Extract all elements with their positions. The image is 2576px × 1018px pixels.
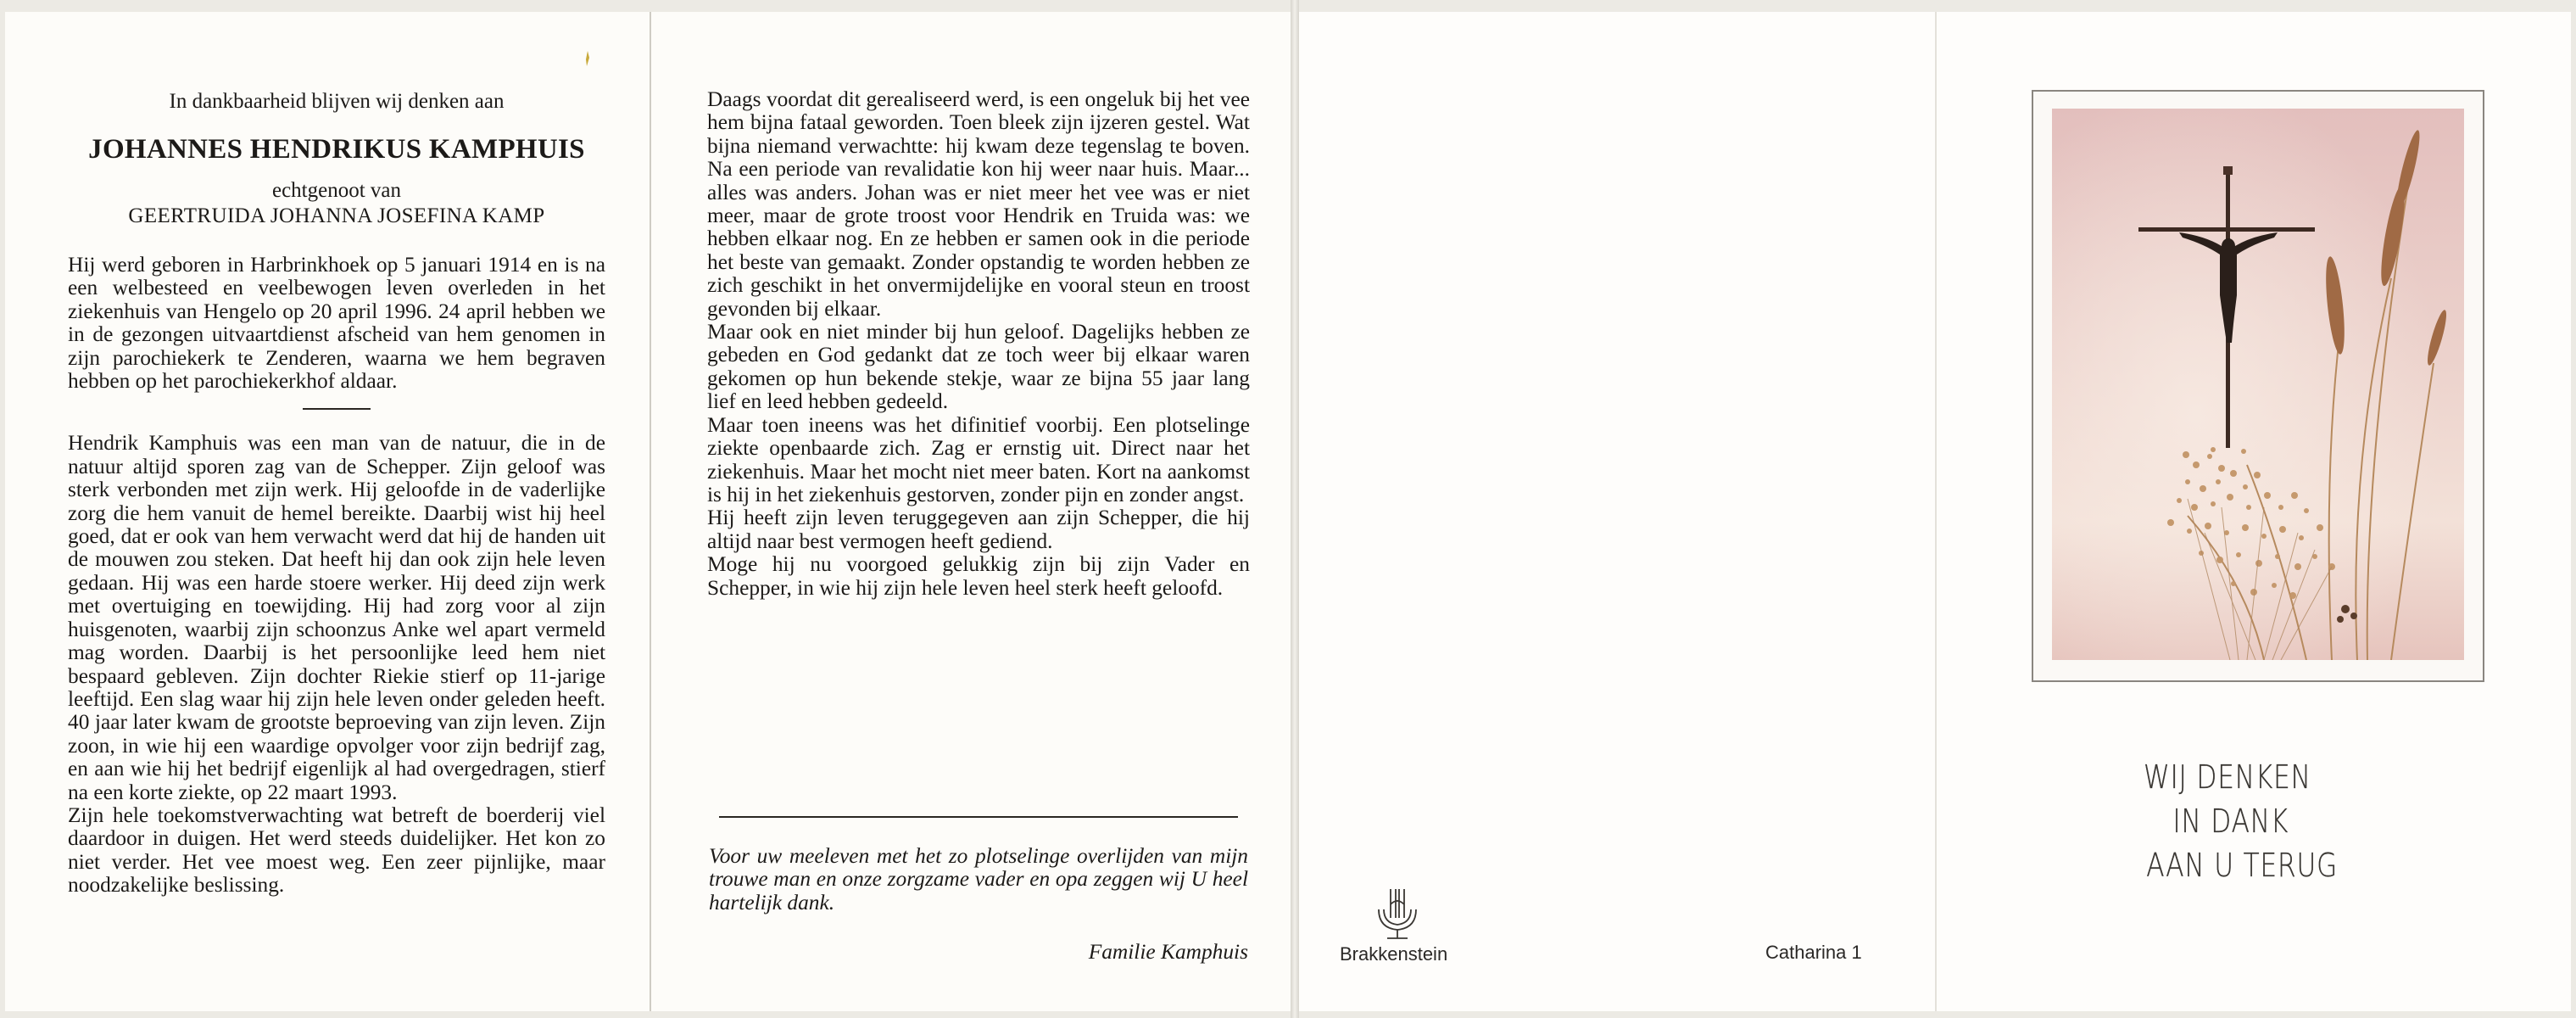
spouse-label: echtgenoot van — [271, 179, 402, 202]
publisher-name: Brakkenstein — [1340, 943, 1448, 965]
cover-motto — [2144, 755, 2352, 887]
outer-fold-line — [1935, 12, 1937, 1011]
paragraph-blessing: Moge hij nu voorgoed gelukkig zijn bij zijn Vader en Schepper, in wie hij zijn hele leven heel sterk heeft geloofd. — [707, 552, 1250, 600]
paragraph-life-continued: Zijn hele toekomstverwachting wat betreft de boerderij viel daardoor in duigen. Het werd steeds duidelijker. Het kon zo niet verder. Het vee moest weg. Een zeer pijnlijke, maar noodzakelijke beslissing. — [68, 803, 605, 898]
spouse-name: GEERTRUIDA JOHANNA JOSEFINA KAMP — [128, 204, 545, 227]
paragraph-faith: Maar ook en niet minder bij hun geloof. Dagelijks hebben ze gebeden en God gedankt dat ze toch weer bij elkaar waren gekomen op hun bekende stekje, waar ze bijna 55 jaar lang lief en leed hebben gedeeld. — [707, 320, 1250, 414]
paragraph-illness: Maar toen ineens was het difinitief voorbij. Een plotselinge ziekte openbaarde zich. Zag er ernstig uit. Direct naar het ziekenhuis. Maar het mocht niet meer baten. Kort na aankomst is hij in het ziekenhuis gestorven, zonder pijn en zonder angst. — [707, 412, 1250, 506]
thanks-message: Voor uw meeleven met het zo plotselinge overlijden van mijn trouwe man en onze zorgzame vader en opa zeggen wij U heel hartelijk dank. — [709, 844, 1248, 915]
paragraph-birth: Hij werd geboren in Harbrinkhoek op 5 januari 1914 en is na een welbesteed en veelbewogen leven overleden in het ziekenhuis van Hengelo op 20 april 1996. 24 april hebben we in de gezongen uitvaartdienst afscheid van hem genomen in zijn parochiekerk te Zenderen, waarna we hem begraven hebben op het parochiekerkhof aldaar. — [68, 253, 605, 394]
family-signature: Familie Kamphuis — [1088, 940, 1248, 964]
page-one — [68, 85, 605, 898]
cover-line-3: AAN U TERUG — [2146, 847, 2339, 884]
paragraph-accident: Daags voordat dit gerealiseerd werd, is een ongeluk bij het vee hem bijna fataal geworden. Toen bleek zijn ijzeren gestel. Wat bijna niemand verwachtte: hij kwam deze tegenslag te boven. Na een periode van revalidatie kon hij weer naar huis. Maar... alles was anders. Johan was er niet meer het vee was er niet meer, maar de grote troost voor Hendrik en Truida was: we hebben elkaar nog. En ze hebben er samen ook in die periode het beste van gemaakt. Zonder opstandig te worden hebben ze zich geschikt in het onvermijdelijke en vooral steun en troost gevonden bij elkaar. — [707, 87, 1250, 321]
deceased-name: JOHANNES HENDRIKUS KAMPHUIS — [88, 134, 585, 165]
intro-line: In dankbaarheid blijven wij denken aan — [169, 90, 505, 113]
ink-speck — [582, 49, 594, 68]
cover-line-2: IN DANK — [2172, 803, 2289, 840]
publisher-logo-icon — [1374, 886, 1421, 942]
paragraph-life: Hendrik Kamphuis was een man van de natuur, die in de natuur altijd sporen zag van de Schepper. Zijn geloof was sterk verbonden met zijn werk. Hij geloofde in de vaderlijke zorg die hem vanuit de hemel bereikte. Daarbij wist hij heel goed, dat er ook van hem verwacht werd dat hij de handen uit de mouwen zou steken. Dat heeft hij dan ook zijn hele leven gedaan. Hij was een harde stoere werker. Hij deed zijn werk met overtuiging en toewijding. Hij had zorg voor al zijn huisgenoten, waarbij zijn schoonzus Anke wel apart vermeld mag worden. Daarbij is het persoonlijke leed hem niet bespaard gebleven. Zijn dochter Riekie stierf op 11-jarige leeftijd. Een slag waar hij zijn hele leven onder geleden heeft. 40 jaar later kwam de grootste beproeving van zijn leven. Zijn zoon, in wie hij een waardige opvolger voor zijn bedrijf zag, en aan wie hij het bedrijf eigenlijk al had overgedragen, stierf na een korte ziekte, op 22 maart 1993. — [68, 431, 605, 804]
inner-fold-line — [650, 12, 651, 1011]
thanks-divider — [719, 816, 1238, 818]
page-two — [707, 88, 1250, 600]
crucifix-photo-icon — [2052, 109, 2464, 660]
divider — [303, 408, 371, 410]
card-fold-edge — [1291, 0, 1299, 1018]
card-code: Catharina 1 — [1765, 942, 1862, 963]
cover-line-1: WIJ DENKEN — [2144, 758, 2311, 796]
paragraph-return: Hij heeft zijn leven teruggegeven aan zijn Schepper, die hij altijd naar best vermogen heeft gediend. — [707, 506, 1250, 553]
